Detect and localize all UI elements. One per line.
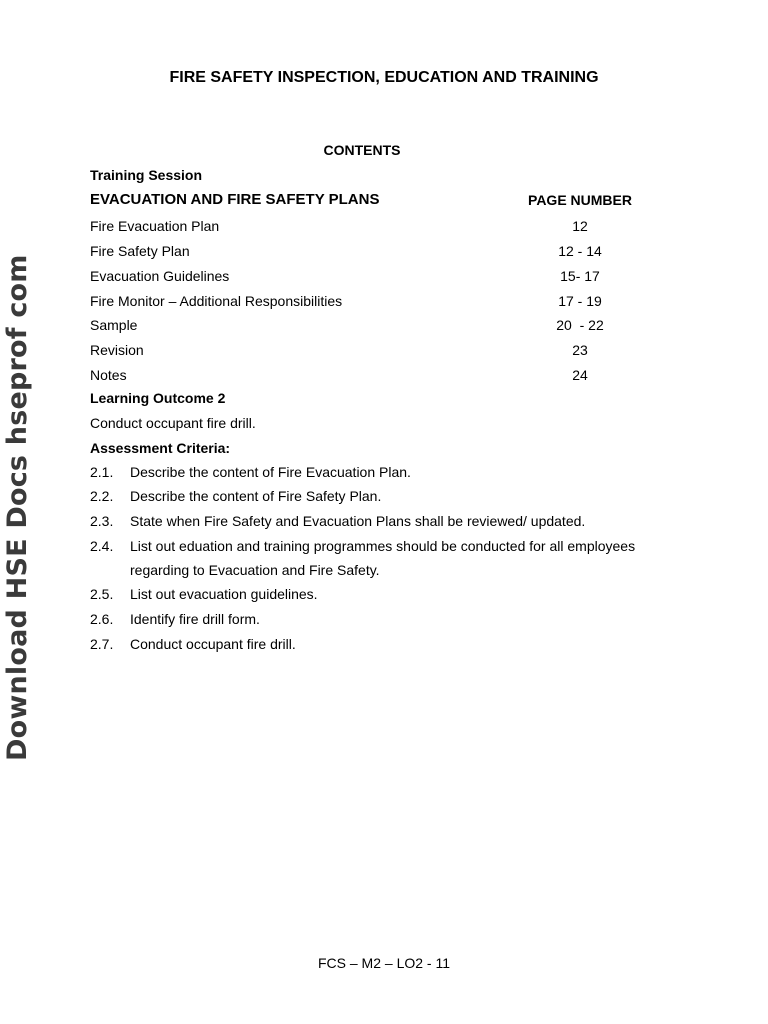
toc-page: 23 [572,342,588,358]
toc-row [90,292,650,310]
criteria-number: 2.1. [90,464,114,480]
criteria-text: Describe the content of Fire Evacuation Plan. [130,464,411,480]
criteria-text: Identify fire drill form. [130,611,260,627]
toc-label: Fire Monitor – Additional Responsibilities [90,293,343,309]
toc-row [90,341,650,359]
criteria-text: List out evacuation guidelines. [130,586,318,602]
toc-label: Revision [90,342,144,358]
section-heading: EVACUATION AND FIRE SAFETY PLANS [90,191,380,208]
toc-label: Fire Evacuation Plan [90,218,220,234]
criteria-number: 2.7. [90,636,114,652]
document-title: FIRE SAFETY INSPECTION, EDUCATION AND TRAINING [169,69,599,86]
criteria-number: 2.5. [90,586,114,602]
toc-label: Notes [90,367,127,383]
assessment-criteria-label: Assessment Criteria: [90,440,231,456]
toc-page: 24 [572,367,588,383]
toc-page: 12 - 14 [558,243,602,259]
toc-page: 15- 17 [560,268,600,284]
toc-label: Sample [90,317,138,333]
toc-page: 12 [572,218,588,234]
criteria-text: Conduct occupant fire drill. [130,636,296,652]
training-session-label: Training Session [90,167,203,183]
toc-label: Fire Safety Plan [90,243,190,259]
learning-outcome-label: Learning Outcome 2 [90,390,226,406]
toc-row [90,366,650,384]
criteria-text: State when Fire Safety and Evacuation Plans shall be reviewed/ updated. [130,513,586,529]
watermark-text: Download HSE Docs hseprof com [2,254,33,761]
contents-heading: CONTENTS [323,142,401,158]
page-number-heading: PAGE NUMBER [528,192,632,208]
learning-outcome-text: Conduct occupant fire drill. [90,415,256,431]
toc-label: Evacuation Guidelines [90,268,230,284]
criteria-text: Describe the content of Fire Safety Plan. [130,488,382,504]
criteria-number: 2.4. [90,538,114,554]
page-footer: FCS – M2 – LO2 - 11 [317,955,450,971]
toc-row [90,242,650,260]
criteria-number: 2.6. [90,611,114,627]
criteria-number: 2.2. [90,488,114,504]
toc-row [90,267,650,285]
criteria-number: 2.3. [90,513,114,529]
toc-page: 17 - 19 [558,293,602,309]
toc-page: 20 - 22 [556,317,604,333]
toc-row [90,316,650,334]
toc-row [90,217,650,235]
criteria-text: List out eduation and training programmes should be conducted for all employees regarding to Evacuation and Fire Safety. [130,538,636,578]
